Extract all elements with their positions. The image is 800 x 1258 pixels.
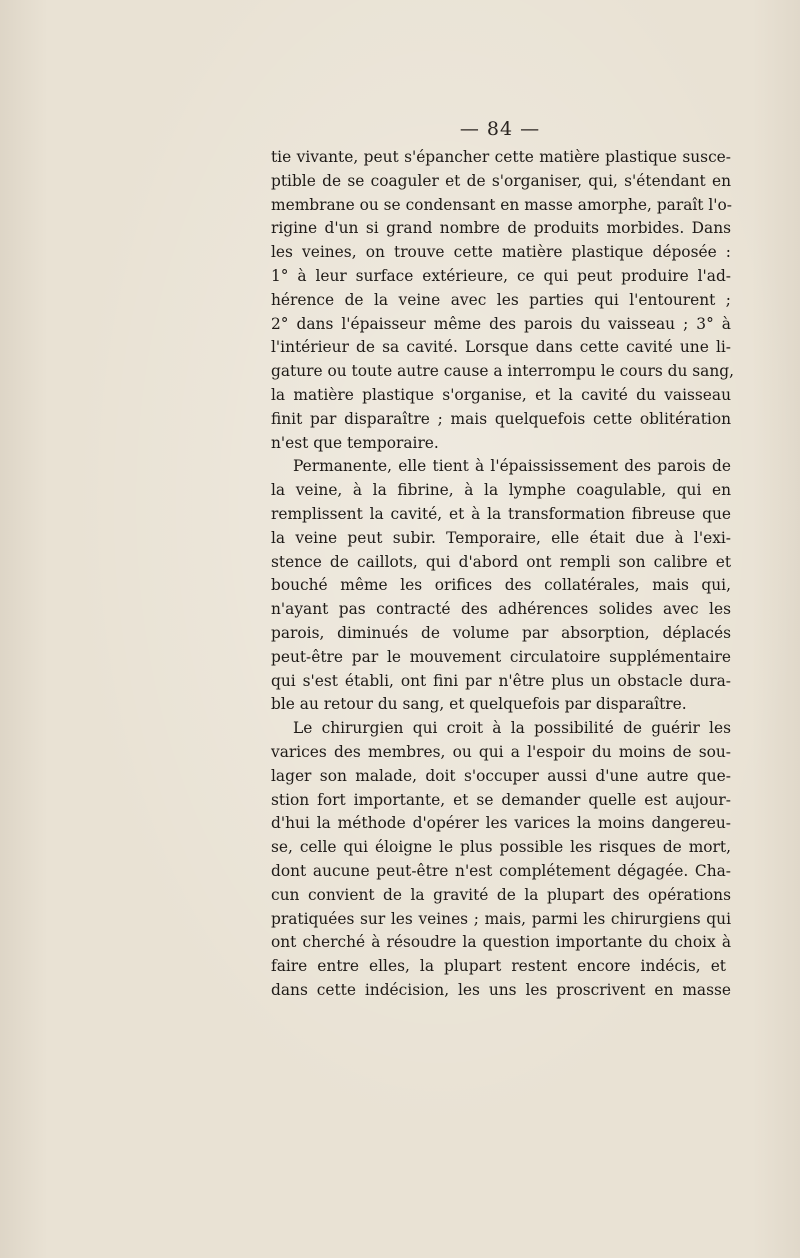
text-line: la matière plastique s'organise, et la cavité du vaisseau (271, 385, 731, 404)
text-line: parois, diminués de volume par absorption, déplacés (271, 623, 731, 642)
text-line: faire entre elles, la plupart restent encore indécis, et (271, 957, 726, 976)
text-line: ptible de se coaguler et de s'organiser, qui, s'étendant en (271, 171, 731, 190)
text-line: stence de caillots, qui d'abord ont rempli son calibre et (271, 552, 731, 571)
text-line: qui s'est établi, ont fini par n'être plus un obstacle dura- (271, 671, 731, 690)
text-line: membrane ou se condensant en masse amorphe, paraît l'o- (271, 195, 733, 214)
text-line: la veine, à la fibrine, à la lymphe coagulable, qui en (271, 481, 731, 500)
text-line: finit par disparaître ; mais quelquefois cette oblitération (271, 409, 731, 428)
page-number: — 84 — (459, 118, 541, 140)
text-line: ont cherché à résoudre la question importante du choix à (271, 933, 731, 952)
text-line: l'intérieur de sa cavité. Lorsque dans cette cavité une li- (271, 338, 731, 357)
text-line: cun convient de la gravité de la plupart des opérations (271, 885, 731, 904)
text-line: d'hui la méthode d'opérer les varices la moins dangereu- (271, 814, 731, 833)
text-line: n'ayant pas contracté des adhérences solides avec les (271, 600, 731, 619)
text-line: Permanente, elle tient à l'épaississement des parois de (293, 457, 731, 476)
text-line: n'est que temporaire. (271, 433, 439, 452)
text-line: tie vivante, peut s'épancher cette matière plastique susce- (271, 148, 731, 166)
text-line: 2° dans l'épaisseur même des parois du vaisseau ; 3° à (271, 314, 731, 333)
text-line: varices des membres, ou qui a l'espoir du moins de sou- (271, 742, 731, 761)
text-line: stion fort importante, et se demander quelle est aujour- (271, 790, 731, 809)
text-line: les veines, on trouve cette matière plastique déposée : (271, 243, 731, 262)
text-line: dans cette indécision, les uns les proscrivent en masse (271, 980, 731, 999)
text-line: lager son malade, doit s'occuper aussi d'une autre que- (271, 766, 731, 785)
text-line: 1° à leur surface extérieure, ce qui peut produire l'ad- (271, 266, 731, 285)
text-line: gature ou toute autre cause a interrompu le cours du sang, (271, 362, 735, 381)
text-line: la veine peut subir. Temporaire, elle était due à l'exi- (271, 528, 731, 547)
text-line: peut-être par le mouvement circulatoire supplémentaire (271, 647, 731, 666)
text-line: dont aucune peut-être n'est complétement dégagée. Cha- (271, 861, 731, 880)
text-line: pratiquées sur les veines ; mais, parmi les chirurgiens qui (271, 909, 731, 928)
body-text (271, 146, 735, 1003)
text-line: bouché même les orifices des collatérales, mais qui, (271, 576, 731, 595)
text-line: hérence de la veine avec les parties qui l'entourent ; (271, 290, 731, 309)
text-line: ble au retour du sang, et quelquefois par disparaître. (271, 695, 687, 714)
text-line: remplissent la cavité, et à la transformation fibreuse que (271, 504, 731, 523)
text-line: Le chirurgien qui croit à la possibilité de guérir les (293, 719, 731, 738)
text-line: rigine d'un si grand nombre de produits morbides. Dans (271, 219, 731, 238)
text-line: se, celle qui éloigne le plus possible les risques de mort, (271, 838, 731, 857)
